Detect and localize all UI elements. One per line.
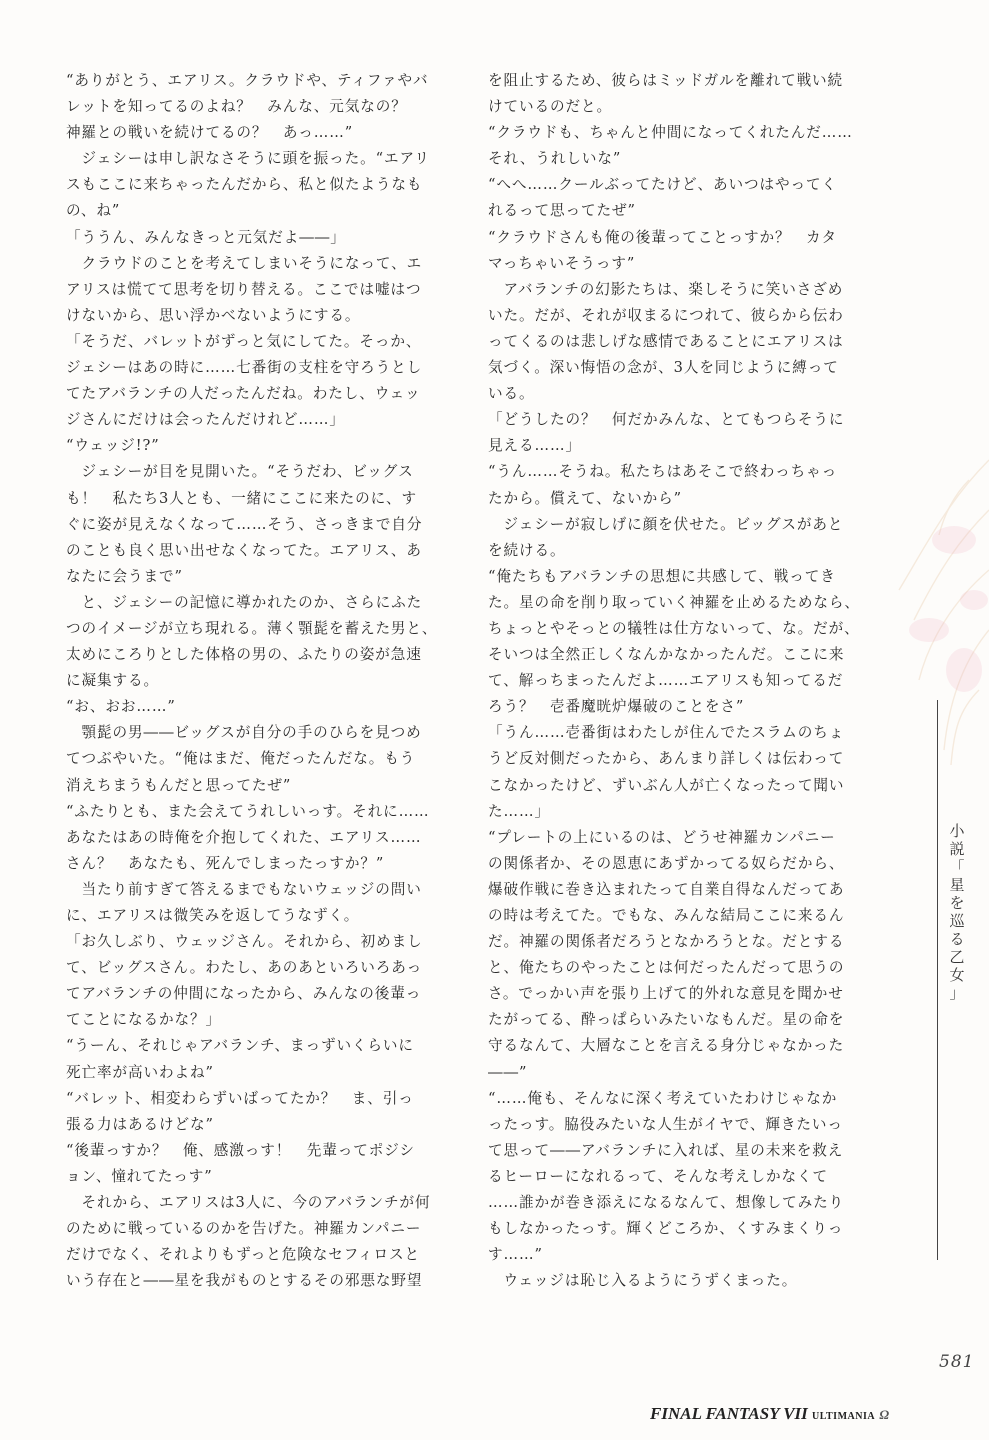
footer-logo xyxy=(650,1404,890,1424)
text-line: “後輩っすか？ 俺、感激っす！ 先輩ってポジシ xyxy=(66,1141,415,1159)
text-line: 「ううん、みんなきっと元気だよ――」 xyxy=(66,228,346,246)
text-line: 「どうしたの？ 何だかみんな、とてもつらそうに xyxy=(488,411,845,429)
text-line: だ。神羅の関係者だろうとなかろうとな。だとする xyxy=(488,933,845,951)
text-line: つのイメージが立ち現れる。薄く顎髭を蓄えた男と、 xyxy=(66,619,438,637)
text-line: こなかったけど、ずいぶん人が亡くなったって聞い xyxy=(488,776,845,794)
text-line: を続ける。 xyxy=(488,541,566,559)
right-text-column xyxy=(488,68,880,1294)
side-label-char: を xyxy=(949,894,965,912)
side-label-char: 小 xyxy=(949,822,965,840)
text-line: 神羅との戦いを続けてるの？ あっ……” xyxy=(66,124,354,142)
text-line: ってくるのは悲しげな感情であることにエアリスは xyxy=(488,332,844,350)
side-label-char: 星 xyxy=(949,876,965,894)
text-line: てたアバランチの人だったんだね。わたし、ウェッ xyxy=(66,385,421,403)
text-line: レットを知ってるのよね？ みんな、元気なの？ xyxy=(66,98,407,116)
text-line: 「お久しぶり、ウェッジさん。それから、初めまし xyxy=(66,933,423,951)
side-label-char: 「 xyxy=(949,858,965,876)
text-line: 当たり前すぎて答えるまでもないウェッジの問い xyxy=(66,880,422,898)
text-line: ろう？ 壱番魔晄炉爆破のことをさ” xyxy=(488,698,745,716)
text-line: と、ジェシーの記憶に導かれたのか、さらにふた xyxy=(66,593,423,611)
text-line: ちょっとやそっとの犠牲は仕方ないって、な。だが、 xyxy=(488,619,860,637)
text-line: そいつは全然正しくなんかなかったんだ。ここに来 xyxy=(488,646,845,664)
text-line: た。星の命を削り取っていく神羅を止めるためなら、 xyxy=(488,593,860,611)
text-line: ぐに姿が見えなくなって……そう、さっきまで自分 xyxy=(66,515,423,533)
text-line: “バレット、相変わらずいばってたか？ ま、引っ xyxy=(66,1089,414,1107)
footer-title: FINAL FANTASY VII xyxy=(650,1404,808,1423)
text-line: けないから、思い浮かべないようにする。 xyxy=(66,306,361,324)
text-line: “クラウドさんも俺の後輩ってことっすか？ カタ xyxy=(488,228,837,246)
side-label-char: 巡 xyxy=(949,912,965,930)
text-line: もしなかったっす。輝くどころか、くすみまくりっ xyxy=(488,1220,844,1238)
text-line: それ、うれしいな” xyxy=(488,150,622,168)
text-line: 「そうだ、バレットがずっと気にしてた。そっか、 xyxy=(66,332,422,350)
text-line: ジさんにだけは会ったんだけれど……」 xyxy=(66,411,345,429)
text-line: の、ね” xyxy=(66,202,121,220)
text-line: て思って――アバランチに入れば、星の未来を救え xyxy=(488,1141,844,1159)
text-line: さ。でっかい声を張り上げて的外れな意見を聞かせ xyxy=(488,985,844,1003)
side-chapter-label xyxy=(943,822,971,1002)
side-label-char: 女 xyxy=(949,966,965,984)
text-line: れるって思ってたぜ” xyxy=(488,202,636,220)
text-line: “クラウドも、ちゃんと仲間になってくれたんだ…… xyxy=(488,124,853,142)
text-line: だけでなく、それよりもずっと危険なセフィロスと xyxy=(66,1246,421,1264)
text-line: す……” xyxy=(488,1246,543,1264)
text-line: アリスは慌てて思考を切り替える。ここでは嘘はつ xyxy=(66,280,422,298)
side-label-char: 乙 xyxy=(949,948,965,966)
text-line: て、解っちまったんだよ……エアリスも知ってるだ xyxy=(488,672,844,690)
text-line: クラウドのことを考えてしまいそうになって、エ xyxy=(66,254,423,272)
footer-ultimania: ULTIMANIA xyxy=(812,1411,876,1422)
text-line: “ありがとう、エアリス。クラウドや、ティファやバ xyxy=(66,72,429,89)
text-line: と、俺たちのやったことは何だったんだって思うの xyxy=(488,959,845,977)
text-line: の時は考えてた。でもな、みんな結局ここに来るん xyxy=(488,907,845,924)
text-line: アバランチの幻影たちは、楽しそうに笑いさざめ xyxy=(488,280,844,298)
text-line: なたに会うまで” xyxy=(66,567,183,585)
text-line: たがってる、酔っぱらいみたいなもんだ。星の命を xyxy=(488,1011,845,1029)
text-line: 見える……」 xyxy=(488,437,581,455)
text-line: さん？ あなたも、死んでしまったっすか？” xyxy=(66,854,385,872)
text-line: “ウェッジ!?” xyxy=(66,437,160,455)
side-label-char: 説 xyxy=(949,840,965,858)
text-line: ジェシーはあの時に……七番街の支柱を守ろうとし xyxy=(66,359,423,377)
text-line: 「うん……壱番街はわたしが住んでたスラムのちょ xyxy=(488,724,845,742)
text-line: 顎髭の男――ビッグスが自分の手のひらを見つめ xyxy=(66,724,422,742)
text-line: 張る力はあるけどな” xyxy=(66,1115,214,1133)
text-line: ョン、憧れてたっす” xyxy=(66,1167,213,1185)
text-line: を阻止するため、彼らはミッドガルを離れて戦い続 xyxy=(488,72,844,89)
text-line: て、ビッグスさん。わたし、あのあといろいろあっ xyxy=(66,959,423,977)
text-line: 消えちまうもんだと思ってたぜ” xyxy=(66,776,292,794)
text-line: “……俺も、そんなに深く考えていたわけじゃなか xyxy=(488,1089,838,1107)
text-line: それから、エアリスは3人に、今のアバランチが何 xyxy=(66,1194,431,1212)
text-line: うど反対側だったから、あんまり詳しくは伝わって xyxy=(488,750,845,768)
text-line: ウェッジは恥じ入るようにうずくまった。 xyxy=(488,1272,798,1290)
page-number: 581 xyxy=(939,1352,975,1372)
text-line: “俺たちもアバランチの思想に共感して、戦ってき xyxy=(488,567,836,585)
text-line: “へへ……クールぶってたけど、あいつはやってく xyxy=(488,176,837,194)
text-line: “ふたりとも、また会えてうれしいっす。それに…… xyxy=(66,802,430,820)
footer-omega: Ω xyxy=(879,1407,891,1422)
text-line: けているのだと。 xyxy=(488,98,612,116)
text-line: に凝集する。 xyxy=(66,672,159,690)
text-line: に、エアリスは微笑みを返してうなずく。 xyxy=(66,907,360,924)
text-line: スもここに来ちゃったんだから、私と似たようなも xyxy=(66,176,423,194)
text-line: ジェシーが目を見開いた。“そうだわ、ビッグス xyxy=(66,463,414,481)
text-line: も！ 私たち3人とも、一緒にここに来たのに、す xyxy=(66,489,418,507)
text-line: 死亡率が高いわよね” xyxy=(66,1063,214,1081)
text-line: たから。償えて、ないから” xyxy=(488,489,682,507)
text-line: ――” xyxy=(488,1063,528,1081)
text-line: いた。だが、それが収まるにつれて、彼らから伝わ xyxy=(488,306,844,324)
text-line: “プレートの上にいるのは、どうせ神羅カンパニー xyxy=(488,828,836,846)
text-line: のために戦っているのかを告げた。神羅カンパニー xyxy=(66,1220,422,1238)
text-line: てことになるかな？」 xyxy=(66,1011,221,1029)
side-label-char: る xyxy=(949,930,965,948)
text-line: るヒーローになれるって、そんな考えしかなくて xyxy=(488,1167,828,1185)
text-line: 太めにころりとした体格の男の、ふたりの姿が急速 xyxy=(66,646,422,664)
side-label-char: 」 xyxy=(949,984,965,1002)
text-line: てつぶやいた。“俺はまだ、俺だったんだな。もう xyxy=(66,750,416,768)
text-line: ジェシーが寂しげに顔を伏せた。ビッグスがあと xyxy=(488,515,844,533)
text-line: 気づく。深い悔悟の念が、3人を同じように縛って xyxy=(488,359,839,377)
text-line: ……誰かが巻き添えになるなんて、想像してみたり xyxy=(488,1194,845,1212)
text-line: 守るなんて、大層なことを言える身分じゃなかった xyxy=(488,1037,845,1055)
text-line: いう存在と――星を我がものとするその邪悪な野望 xyxy=(66,1272,423,1290)
left-text-column xyxy=(66,68,458,1294)
side-divider xyxy=(937,700,938,1260)
text-line: のことも良く思い出せなくなってた。エアリス、あ xyxy=(66,541,422,559)
text-line: ジェシーは申し訳なさそうに頭を振った。“エアリ xyxy=(66,150,430,168)
text-line: た……」 xyxy=(488,802,550,820)
text-line: の関係者か、その恩恵にあずかってる奴らだから、 xyxy=(488,854,845,872)
text-line: あなたはあの時俺を介抱してくれた、エアリス…… xyxy=(66,828,422,846)
text-line: “お、おお……” xyxy=(66,698,176,716)
text-line: “うん……そうね。私たちはあそこで終わっちゃっ xyxy=(488,463,838,481)
text-line: いる。 xyxy=(488,385,535,403)
text-line: 爆破作戦に巻き込まれたって自業自得なんだってあ xyxy=(488,880,845,898)
text-line: “うーん、それじゃアバランチ、まっずいくらいに xyxy=(66,1037,414,1055)
text-line: てアバランチの仲間になったから、みんなの後輩っ xyxy=(66,985,422,1003)
text-line: ったっす。脇役みたいな人生がイヤで、輝きたいっ xyxy=(488,1115,843,1133)
text-line: マっちゃいそうっす” xyxy=(488,254,636,272)
